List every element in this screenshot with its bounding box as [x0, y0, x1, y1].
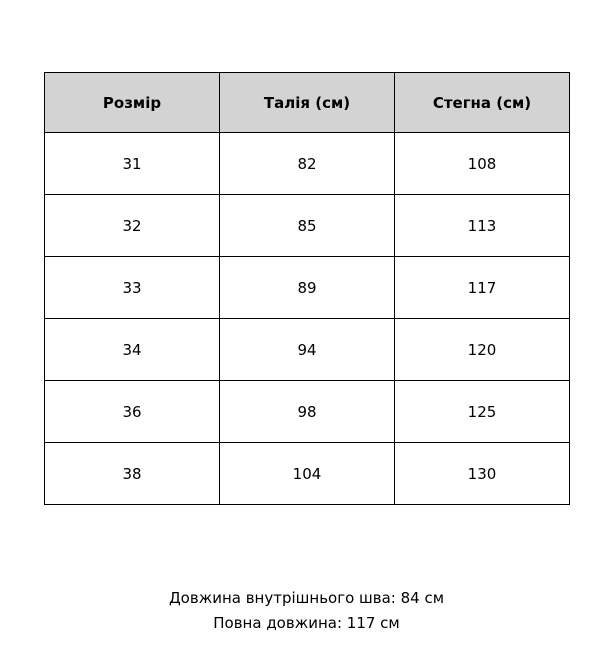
column-header-size: Розмір [45, 73, 220, 133]
cell-waist: 82 [220, 133, 395, 195]
cell-size: 34 [45, 319, 220, 381]
cell-size: 31 [45, 133, 220, 195]
cell-hips: 120 [395, 319, 570, 381]
table-row [45, 257, 570, 319]
table-row [45, 381, 570, 443]
cell-waist: 104 [220, 443, 395, 505]
measurement-notes [0, 586, 613, 636]
column-header-waist: Талія (см) [220, 73, 395, 133]
cell-waist: 98 [220, 381, 395, 443]
size-table-container [44, 72, 569, 505]
table-row [45, 443, 570, 505]
cell-hips: 113 [395, 195, 570, 257]
note-inseam-length: Довжина внутрішнього шва: 84 см [168, 589, 445, 607]
cell-size: 36 [45, 381, 220, 443]
cell-hips: 117 [395, 257, 570, 319]
cell-waist: 89 [220, 257, 395, 319]
cell-hips: 108 [395, 133, 570, 195]
column-header-hips: Стегна (см) [395, 73, 570, 133]
cell-hips: 125 [395, 381, 570, 443]
cell-size: 32 [45, 195, 220, 257]
table-row [45, 133, 570, 195]
table-body [45, 133, 570, 505]
note-full-length: Повна довжина: 117 см [213, 614, 400, 632]
cell-size: 38 [45, 443, 220, 505]
cell-size: 33 [45, 257, 220, 319]
table-row [45, 319, 570, 381]
cell-waist: 85 [220, 195, 395, 257]
table-header [45, 73, 570, 133]
cell-waist: 94 [220, 319, 395, 381]
table-header-row [45, 73, 570, 133]
table-row [45, 195, 570, 257]
size-table [44, 72, 570, 505]
cell-hips: 130 [395, 443, 570, 505]
